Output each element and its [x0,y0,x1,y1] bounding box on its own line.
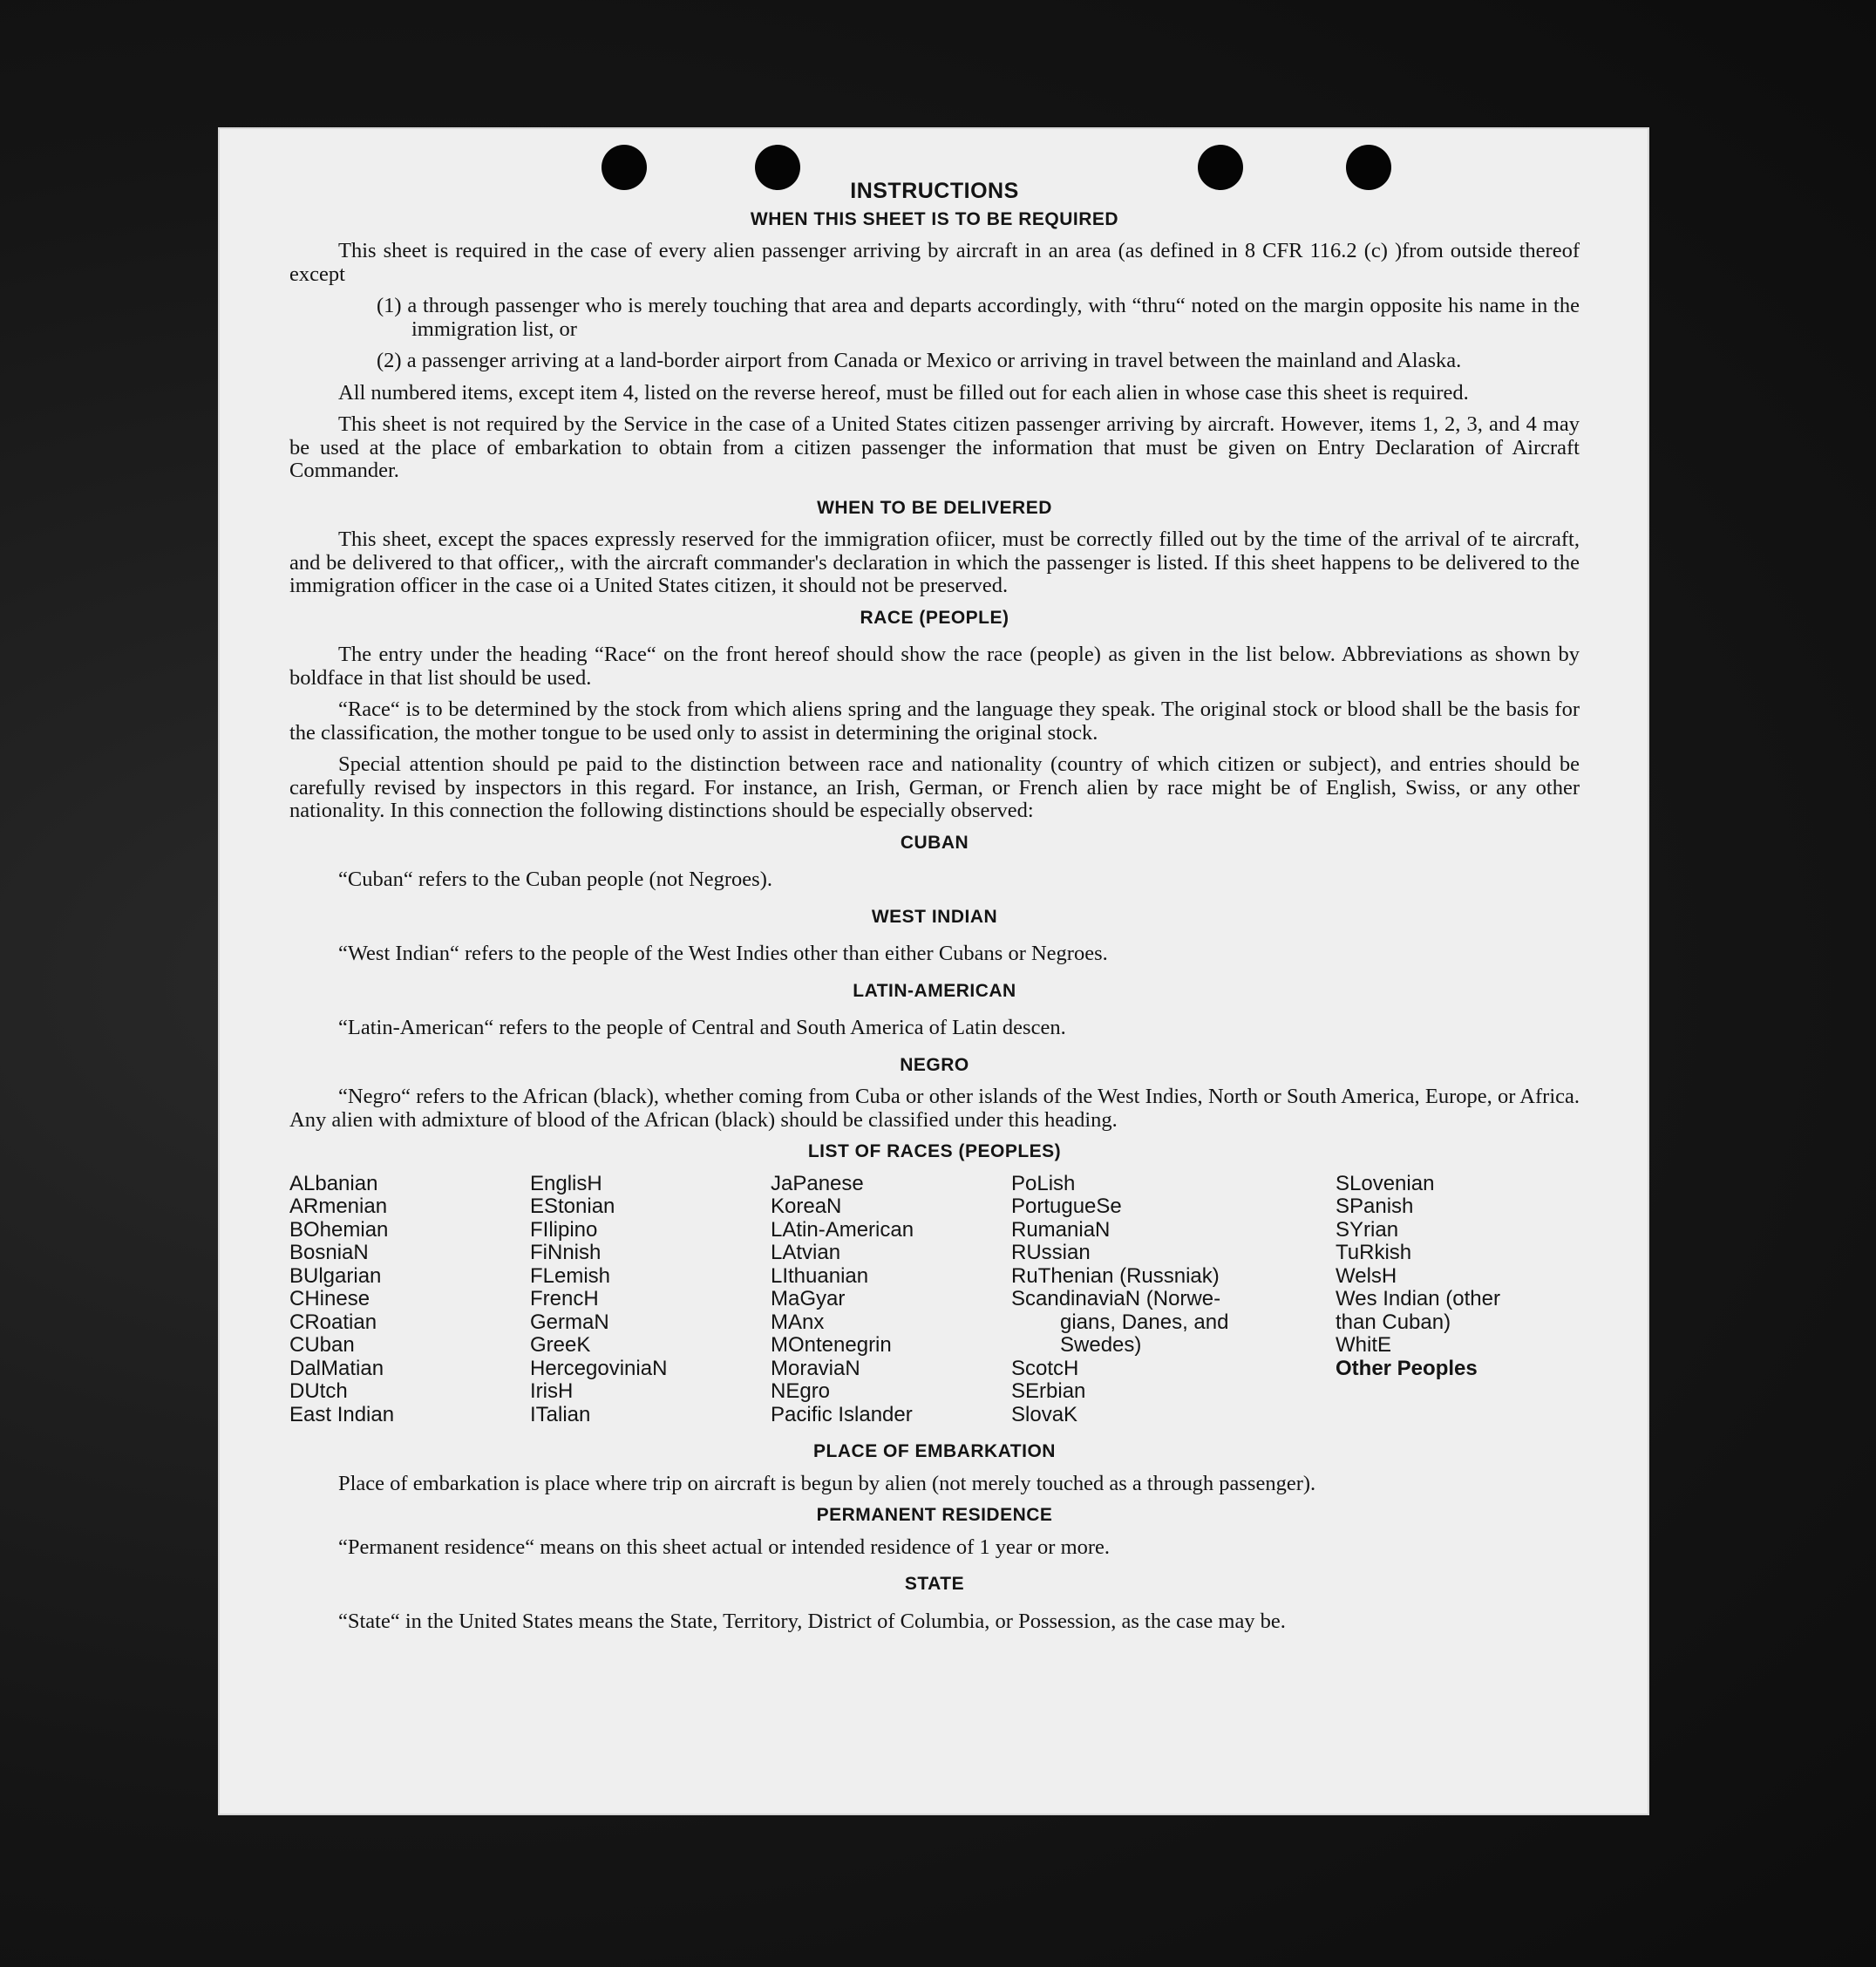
race-item: LAtvian [771,1241,841,1264]
race-item: FrencH [530,1287,599,1310]
exception-item: (1) a through passenger who is merely touching that area and departs accordingly, with “thru“ noted on the margin opposite his name in the immigration list, or [377,294,1580,341]
race-item: MaGyar [771,1287,846,1310]
races-column [1336,1173,1578,1427]
race-item-other-peoples: Other Peoples [1336,1356,1478,1380]
section-heading-west-indian: WEST INDIAN [871,906,998,927]
race-item: MoraviaN [771,1356,860,1380]
race-item: ARmenian [289,1194,388,1218]
race-item: MOntenegrin [771,1333,892,1357]
race-item: ITalian [530,1402,591,1426]
instruction-sheet [220,129,1648,1814]
race-item: ScotcH [1011,1356,1079,1380]
document-body [289,180,1580,1633]
race-item: Wes Indian (other [1336,1287,1500,1310]
numbered-items-paragraph: All numbered items, except item 4, listed on the reverse hereof, must be filled out for each alien in whose case this sheet is required. [338,380,1469,405]
race-item: East Indian [289,1402,395,1426]
section-heading-embarkation: PLACE OF EMBARKATION [813,1441,1056,1461]
race-paragraph-1: The entry under the heading “Race“ on the front hereof should show the race (people) as given in the list below. Abbreviations as shown by boldface in that list should be used. [289,643,1580,690]
page-title: INSTRUCTIONS [850,179,1019,203]
race-item: CHinese [289,1287,370,1310]
embarkation-paragraph: Place of embarkation is place where trip on aircraft is begun by alien (not merely touched as a through passenger). [338,1471,1316,1495]
race-item: GermaN [530,1310,609,1334]
race-item: ALbanian [289,1171,378,1195]
race-item: DUtch [289,1379,348,1403]
race-item: KoreaN [771,1194,842,1218]
section-heading-race: RACE (PEOPLE) [860,607,1009,628]
race-item-continued: Swedes) [1060,1333,1142,1357]
race-item: RuThenian (Russniak) [1011,1263,1220,1288]
race-item: SPanish [1336,1194,1414,1218]
section-heading-state: STATE [904,1574,965,1594]
race-paragraph-2: “Race“ is to be determined by the stock from which aliens spring and the language they speak. The original stock or blood shall be the basis for the classification, the mother tongue to be used only to assist in determining the original stock. [289,698,1580,745]
race-item: DalMatian [289,1356,384,1380]
races-column [771,1173,1011,1427]
section-heading-list-of-races: LIST OF RACES (PEOPLES) [807,1141,1062,1161]
race-item: CRoatian [289,1310,377,1334]
exception-item: (2) a passenger arriving at a land-border airport from Canada or Mexico or arriving in travel between the mainland and Alaska. [377,349,1462,372]
section-heading-latin-american: LATIN-AMERICAN [853,980,1016,1001]
section-heading-cuban: CUBAN [900,832,969,853]
section-heading-when-delivered: WHEN TO BE DELIVERED [817,497,1052,518]
state-paragraph: “State“ in the United States means the State, Territory, District of Columbia, or Possession, as the case may be. [338,1609,1286,1633]
section-heading-when-required: WHEN THIS SHEET IS TO BE REQUIRED [750,208,1119,229]
race-item: PoLish [1011,1171,1076,1195]
section-heading-negro: NEGRO [900,1054,969,1075]
race-item: SlovaK [1011,1402,1078,1426]
races-column [530,1173,771,1427]
race-item: WhitE [1336,1333,1392,1357]
race-item: MAnx [771,1310,825,1334]
race-item: WelsH [1336,1263,1397,1288]
race-item-continued: gians, Danes, and [1060,1310,1229,1334]
west-indian-paragraph: “West Indian“ refers to the people of the West Indies other than either Cubans or Negroes. [338,942,1108,965]
negro-paragraph: “Negro“ refers to the African (black), whether coming from Cuba or other islands of the West Indies, North or South America, Europe, or Africa. Any alien with admixture of blood of the African (black) should be classified under this heading. [289,1085,1580,1132]
race-item: FIlipino [530,1217,598,1242]
race-item: LAtin-American [771,1217,914,1242]
race-item: FLemish [530,1263,611,1288]
required-intro: This sheet is required in the case of every alien passenger arriving by aircraft in an area (as defined in 8 CFR 116.2 (c) )from outside thereof except [289,239,1580,286]
race-item: CUban [289,1333,355,1357]
race-item: SYrian [1336,1217,1399,1242]
race-item: GreeK [530,1333,591,1357]
race-item: IrisH [530,1379,574,1403]
race-item: NEgro [771,1379,831,1403]
race-item: TuRkish [1336,1241,1412,1264]
race-paragraph-3: Special attention should pe paid to the distinction between race and nationality (country of which citizen or subject), and entries should be carefully revised by inspectors in this regard. For instance, an Irish, German, or French alien by race might be of English, Swiss, or any other nationality. In this connection the following distinctions should be especially observed: [289,752,1580,822]
race-item: ScandinaviaN (Norwe- [1011,1287,1221,1310]
races-list [289,1173,1580,1427]
race-item: Pacific Islander [771,1402,913,1426]
race-item: EStonian [530,1194,615,1218]
cuban-paragraph: “Cuban“ refers to the Cuban people (not Negroes). [338,868,772,891]
race-item: BOhemian [289,1217,389,1242]
races-column [289,1173,530,1427]
race-item: JaPanese [771,1171,864,1195]
race-item: SLovenian [1336,1171,1435,1195]
race-item: BosniaN [289,1241,369,1264]
citizen-paragraph: This sheet is not required by the Service in the case of a United States citizen passenger arriving by aircraft. However, items 1, 2, 3, and 4 may be used at the place of embarkation to obtain from a citizen passenger the information that must be given on Entry Declaration of Aircraft Commander. [289,412,1580,482]
race-item: PortugueSe [1011,1194,1122,1218]
delivery-paragraph: This sheet, except the spaces expressly reserved for the immigration ofiicer, must be correctly filled out by the time of the arrival of te aircraft, and be delivered to that officer,, with the aircraft commander's declaration in which the passenger is listed. If this sheet happens to be delivered to the immigration officer in the case oi a United States citizen, it should not be preserved. [289,527,1580,597]
section-heading-residence: PERMANENT RESIDENCE [816,1505,1053,1525]
race-item: BUlgarian [289,1263,382,1288]
latin-american-paragraph: “Latin-American“ refers to the people of Central and South America of Latin descen. [338,1016,1066,1039]
race-item: RUssian [1011,1241,1091,1264]
race-item: RumaniaN [1011,1217,1111,1242]
race-item: LIthuanian [771,1263,869,1288]
race-item: HercegoviniaN [530,1356,668,1380]
race-item: EnglisH [530,1171,602,1195]
residence-paragraph: “Permanent residence“ means on this sheet actual or intended residence of 1 year or more. [338,1535,1111,1559]
race-item: SErbian [1011,1379,1086,1403]
race-item: FiNnish [530,1241,602,1264]
races-column [1011,1173,1336,1427]
race-item-continued: than Cuban) [1336,1310,1451,1334]
